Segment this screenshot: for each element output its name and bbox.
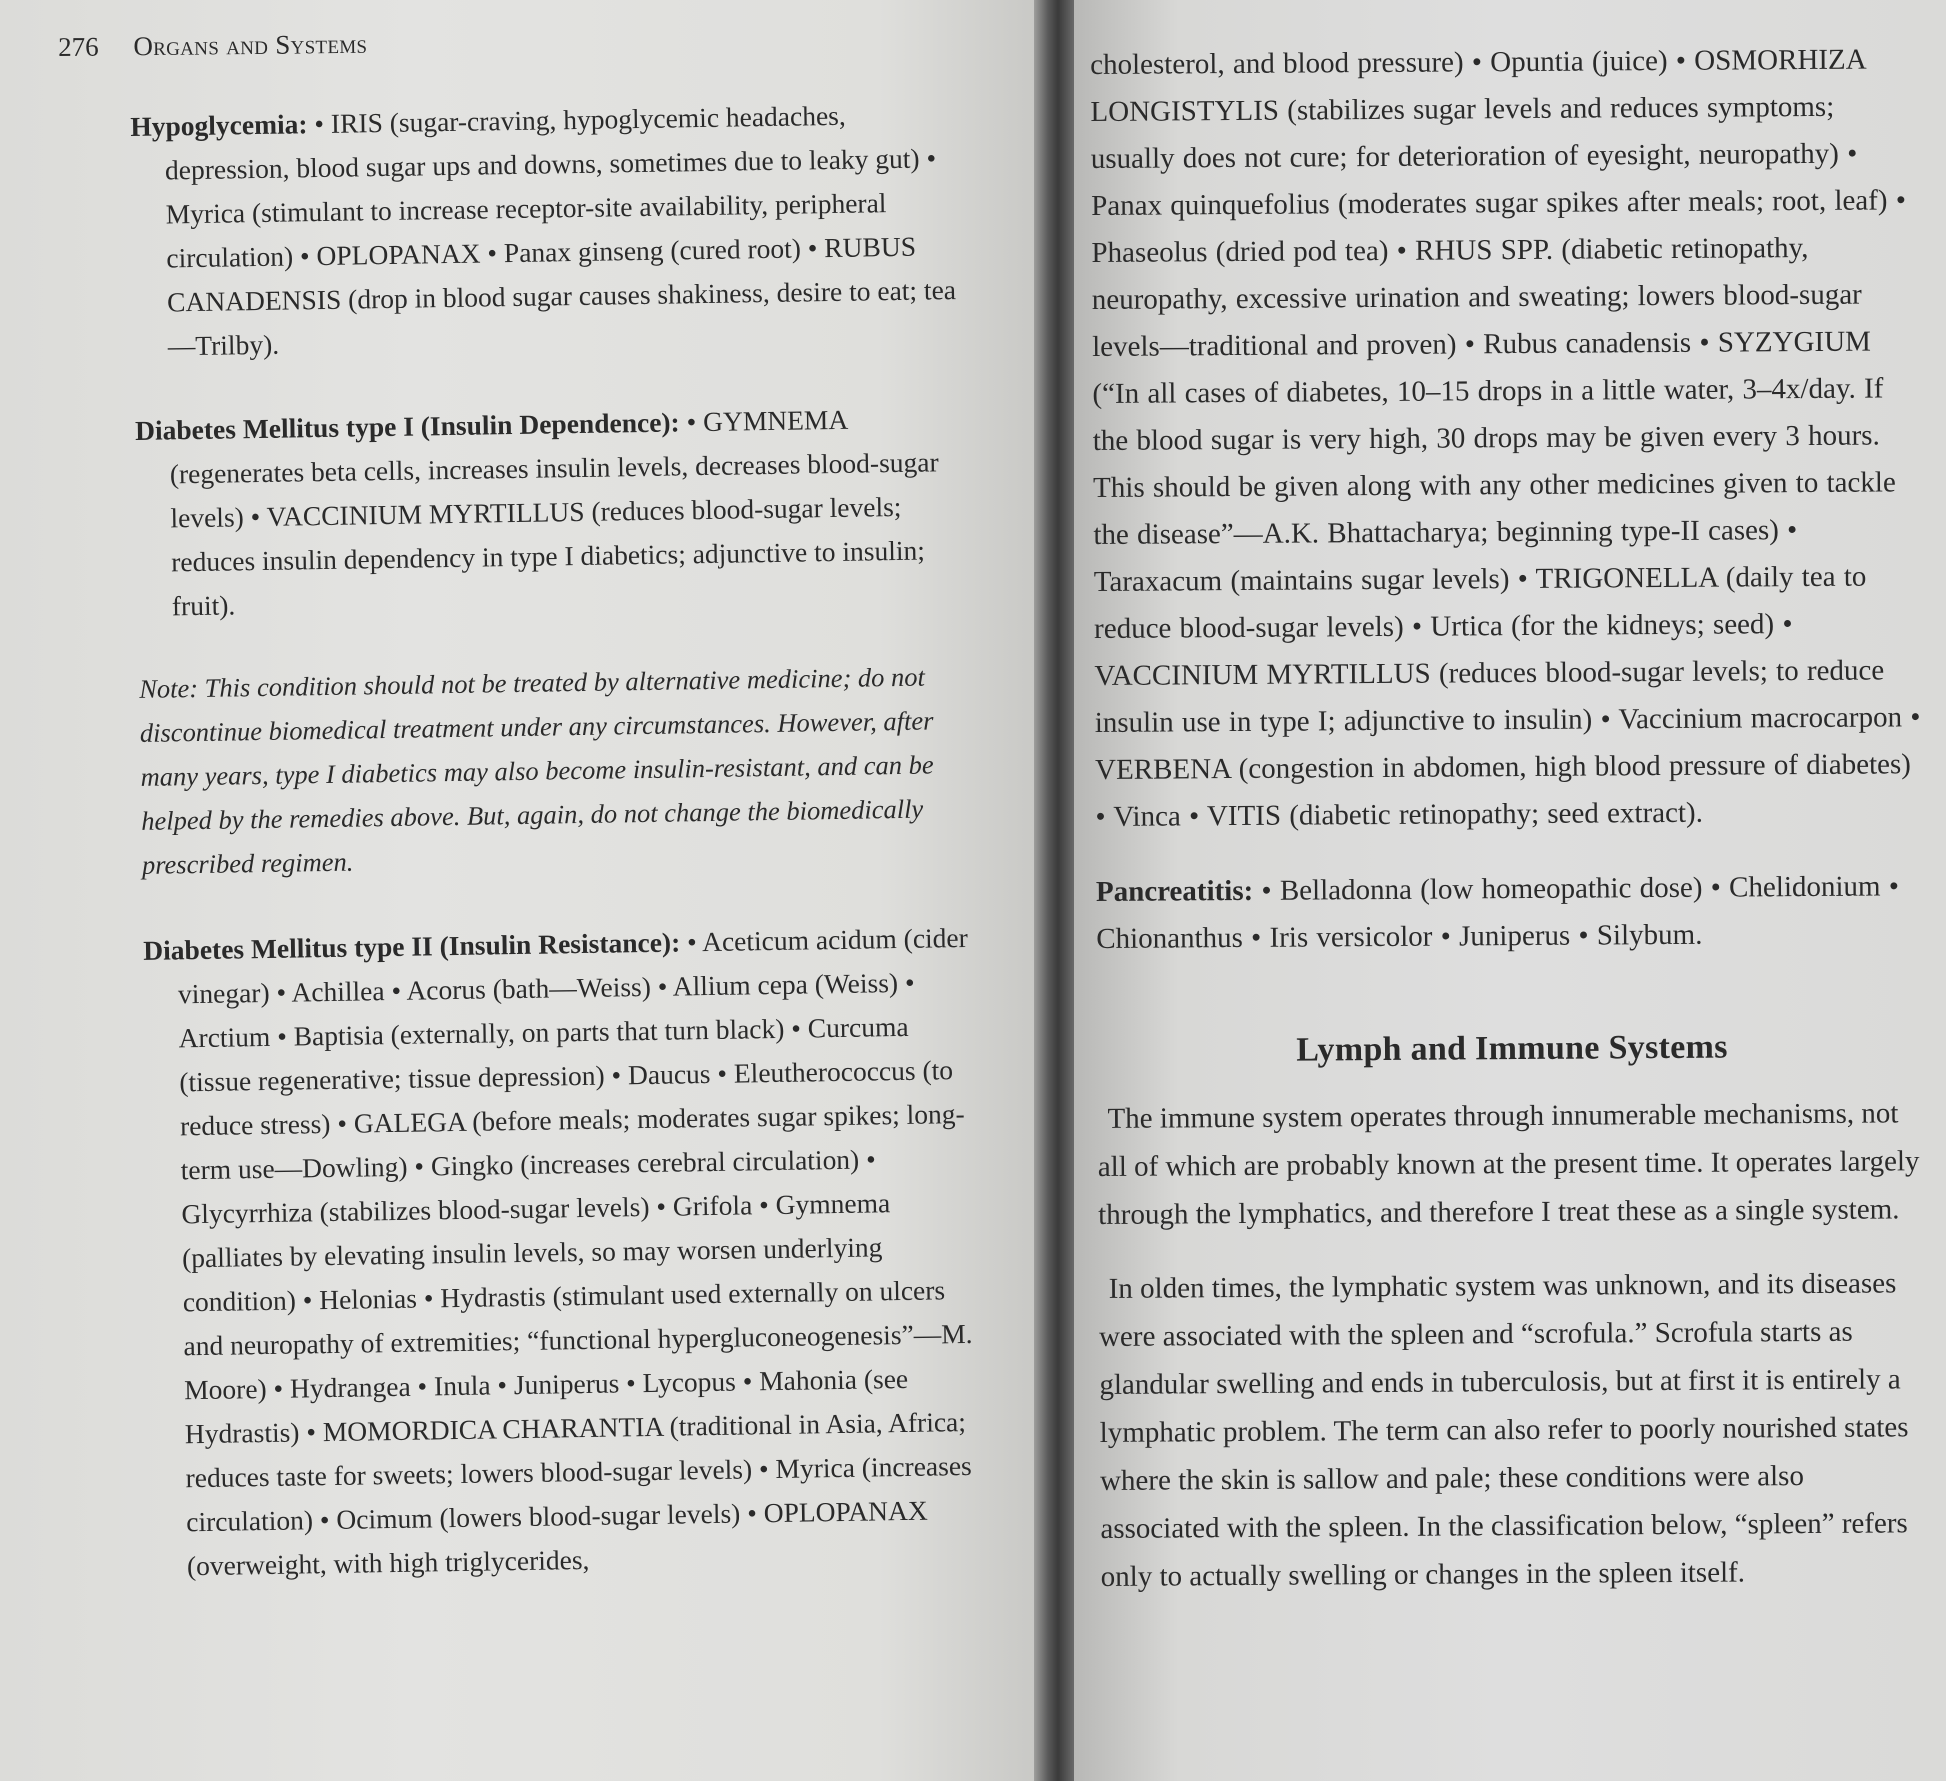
hypoglycemia-body: • IRIS (sugar-craving, hypoglycemic headaches, depression, blood sugar ups and downs, sometimes due to leaky gut) • Myrica (stimulant to increase receptor-site availability, peripheral circulation) • OPLOPANAX • Panax ginseng (cured root) • RUBUS CANADENSIS (drop in blood sugar causes shakiness, desire to eat; tea—Trilby). (164, 99, 957, 362)
diabetes-type2-entry (143, 916, 993, 1589)
section-heading: Lymph and Immune Systems (1296, 1028, 1728, 1069)
diabetes-type2-continuation: cholesterol, and blood pressure) • Opuntia (juice) • OSMORHIZA LONGISTYLIS (stabilizes sugar levels and reduces symptoms; usually does not cure; for deterioration of eyesight, neuropathy) • Panax quinquefolius (moderates sugar spikes after meals; root, leaf) • Phaseolus (dried pod tea) • RHUS SPP. (diabetic retinopathy, neuropathy, excessive urination and sweating; lowers blood-sugar levels—traditional and proven) • Rubus canadensis • SYZYGIUM (“In all cases of diabetes, 10–15 drops in a little water, 3–4x/day. If the blood sugar is very high, 30 drops may be given every 3 hours. This should be given along with any other medicines given to tackle the disease”—A.K. Bhattacharya; beginning type-II cases) • Taraxacum (maintains sugar levels) • TRIGONELLA (daily tea to reduce blood-sugar levels) • Urtica (for the kidneys; seed) • VACCINIUM MYRTILLUS (reduces blood-sugar levels; to reduce insulin use in type I; adjunctive to insulin) • Vaccinium macrocarpon • VERBENA (congestion in abdomen, high blood pressure of diabetes) • Vinca • VITIS (diabetic retinopathy; seed extract). (1090, 43, 1921, 833)
left-column (130, 92, 994, 1627)
pancreatitis-heading: Pancreatitis: (1095, 874, 1254, 908)
right-column (1090, 36, 1931, 1627)
diabetes-type2-body: • Aceticum acidum (cider vinegar) • Achillea • Acorus (bath—Weiss) • Allium cepa (Weiss) • Arctium • Baptisia (externally, on parts that turn black) • Curcuma (tissue regenerative; tissue depression) • Daucus • Eleutherococcus (to reduce stress) • GALEGA (before meals; moderates sugar spikes; long-term use—Dowling) • Gingko (increases cerebral circulation) • Glycyrrhiza (stabilizes blood-sugar levels) • Grifola • Gymnema (palliates by elevating insulin levels, so may worsen underlying condition) • Helonias • Hydrastis (stimulant used externally on ulcers and neuropathy of extremities; “functional hypergluconeogenesis”—M. Moore) • Hydrangea • Inula • Juniperus • Lycopus • Mahonia (see Hydrastis) • MOMORDICA CHARANTIA (traditional in Asia, Africa; reduces taste for sweets; lowers blood-sugar levels) • Myrica (increases circulation) • Ocimum (lowers blood-sugar levels) • OPLOPANAX (overweight, with high triglycerides, (177, 921, 973, 1582)
hypoglycemia-entry (130, 92, 974, 369)
page-number: 276 (58, 31, 99, 62)
pancreatitis-body: • Belladonna (low homeopathic dose) • Chelidonium • Chionanthus • Iris versicolor • Juniperus • Silybum. (1096, 870, 1900, 955)
diabetes-type1-body: • GYMNEMA (regenerates beta cells, increases insulin levels, decreases blood-sugar levels) • VACCINIUM MYRTILLUS (reduces blood-sugar levels; reduces insulin dependency in type I diabetics; adjunctive to insulin; fruit). (169, 403, 939, 622)
immune-paragraph-2: In olden times, the lymphatic system was unknown, and its diseases were associated with the spleen and “scrofula.” Scrofula starts as glandular swelling and ends in tuberculosis, but at first it is entirely a lymphatic problem. The term can also refer to poorly nourished states where the skin is sallow and pale; these conditions were also associated with the spleen. In the classification below, “spleen” refers only to actually swelling or changes in the spleen itself. (1098, 1267, 1909, 1593)
immune-paragraph-1: The immune system operates through innumerable mechanisms, not all of which are probably known at the present time. It operates largely through the lymphatics, and therefore I treat these as a single system. (1097, 1097, 1920, 1231)
treatment-note: Note: This condition should not be treated by alternative medicine; do not discontinue biomedical treatment under any circumstances. However, after many years, type I diabetics may also become insulin-resistant, and can be helped by the remedies above. But, again, do not change the biomedically prescribed regimen. (138, 661, 934, 880)
running-title: Organs and Systems (133, 28, 368, 62)
diabetes-type2-heading: Diabetes Mellitus type II (Insulin Resistance): (143, 926, 681, 966)
hypoglycemia-heading: Hypoglycemia: (130, 108, 308, 142)
right-page (1074, 0, 1946, 1781)
diabetes-type1-entry (135, 396, 978, 629)
pancreatitis-entry (1096, 863, 1927, 963)
running-head (58, 29, 368, 63)
book-gutter (1034, 0, 1074, 1781)
diabetes-type1-heading: Diabetes Mellitus type I (Insulin Dependence): (134, 406, 680, 446)
